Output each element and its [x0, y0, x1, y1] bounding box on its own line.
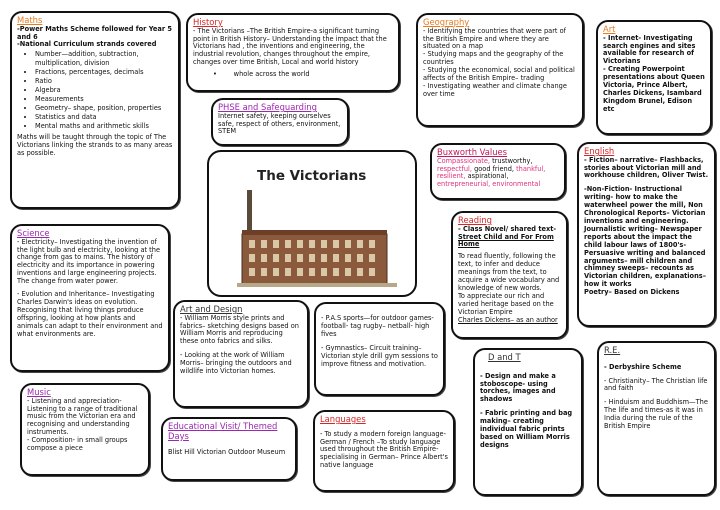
- english-title: English: [584, 146, 615, 156]
- visit-body: Blist Hill Victorian Outdoor Museum: [168, 448, 286, 457]
- art-design-line: - Looking at the work of William Morris– bringing the outdoors and wildlife into Victorian homes.: [180, 351, 292, 376]
- science-line: - Electricity– Investigating the invention of the light bulb and electricity, looking at the change from gas to mains. The history of electricity and its importance in powering inventions and large engineering projects. The change from water power.: [17, 237, 160, 286]
- music-line: - Listening and appreciation- Listening to a range of traditional music from the Victorian era and recognising and understanding instruments.: [27, 396, 138, 437]
- english-line: Poetry– Based on Dickens: [584, 288, 680, 297]
- pe-line: - P.A.S sports—for outdoor games-football- tag rugby– netball- high fives: [321, 314, 434, 338]
- reading-line: To read fluently, following the text, to infer and deduce meanings from the text, to acquire a wide vocabulary and knowledge of new words.: [458, 252, 560, 292]
- geography-line: - Investigating weather and climate change over time: [423, 82, 567, 98]
- re-box: [597, 341, 716, 496]
- maths-title: Maths: [17, 15, 43, 25]
- pshe-body: Internet safety, keeping ourselves safe, respect of others, environment, STEM: [218, 111, 341, 136]
- reading-line: - Class Novel/ shared text-: [458, 224, 557, 233]
- art-title: Art: [603, 24, 616, 34]
- science-box: [10, 224, 170, 372]
- languages-title: Languages: [320, 414, 366, 424]
- dt-line: - Fabric printing and bag making– creating individual fabric prints based on William Morris designs: [480, 409, 573, 449]
- reading-box: [451, 211, 568, 339]
- music-title: Music: [27, 387, 51, 397]
- geography-line: - Studying the economical, social and political affects of the British Empire– trading: [423, 66, 575, 83]
- center-title: The Victorians: [257, 168, 367, 184]
- reading-title: Reading: [458, 215, 492, 225]
- maths-line: -Power Maths Scheme followed for Year 5 and 6: [17, 24, 172, 41]
- geography-line: - Identifying the countries that were part of the British Empire and where they are situated on a map: [423, 26, 566, 51]
- languages-body: - To study a modern foreign language- German / French –To study language used throughout the British Empire- specialising in German– Prince Albert's native language: [320, 429, 448, 470]
- maths-bullet: • Geometry– shape, position, properties: [35, 104, 173, 113]
- pe-line: - Gymnastics– Circuit training– Victorian style drill gym sessions to improve fitness and motivation.: [321, 343, 438, 368]
- re-line: - Derbyshire Scheme: [604, 362, 682, 371]
- art-box: [596, 20, 712, 135]
- dt-line: - Design and make a stoboscope- using torches, images and shadows: [480, 371, 556, 404]
- geography-title: Geography: [423, 17, 470, 27]
- english-line: - Fiction– narrative– Flashbacks, stories about Victorian mill and workhouse children, Oliver Twist.: [584, 155, 709, 180]
- languages-box: [313, 410, 455, 492]
- geography-box: [416, 13, 584, 127]
- reading-line: Street Child and For From Home: [458, 232, 554, 249]
- maths-bullet: • Statistics and data: [35, 113, 173, 122]
- maths-box: [10, 11, 180, 209]
- maths-line: -National Curriculum strands covered: [17, 40, 157, 49]
- dt-title: D and T: [488, 352, 521, 362]
- art-line: - Creating Powerpoint presentations about Queen Victoria, Prince Albert, Charles Dickens, Isambard Kingdom Brunel, Edison etc: [603, 65, 705, 113]
- pshe-box: [211, 98, 349, 146]
- maths-bullet: • Measurements: [35, 95, 173, 104]
- maths-footer: Maths will be taught through the topic of The Victorians linking the strands to as many areas as possible.: [17, 133, 173, 158]
- re-line: - Hinduism and Buddhism—The The life and times-as it was in India during the rule of the British Empire: [604, 398, 708, 431]
- maths-bullet: • Fractions, percentages, decimals: [35, 68, 173, 77]
- reading-line: Charles Dickens– as an author: [458, 315, 558, 324]
- science-title: Science: [17, 228, 50, 238]
- victorians-center-box: [207, 150, 417, 297]
- english-box: [577, 142, 716, 327]
- dt-box: [473, 348, 583, 496]
- history-body: - The Victorians –The British Empire-a significant turning point in British History– Understanding the impact that the Victorians had , the inventions and engineering, the industrial revolution, changes throughout the empire, changes over time British, Local and world history: [193, 26, 387, 67]
- re-line: - Christianity– The Christian life and faith: [604, 376, 708, 393]
- geography-line: - Studying maps and the geography of the countries: [423, 50, 564, 67]
- maths-bullet: • Algebra: [35, 86, 173, 95]
- values-title: Buxworth Values: [437, 147, 508, 157]
- history-bullet: • whole across the world: [213, 70, 310, 79]
- english-line: -Non-Fiction- Instructional writing- how to make the waterwheel power the mill, Non Chronological Reports– Victorian inventions and engineering. Journalistic writing– Newspaper reports about the impact the child labour laws of 1800's- Persuasive writing and balanced arguments– mill children and chimney sweeps– recounts as Victorian children, explanations– how it works: [584, 185, 707, 289]
- music-line: - Composition- in small groups compose a piece: [27, 436, 128, 453]
- history-box: [186, 13, 400, 92]
- values-box: [430, 143, 566, 200]
- science-line: - Evolution and Inheritance– Investigating Charles Darwin's ideas on evolution. Recognising that living things produce offspring, looking at how plants and animals can adapt to their environment and what environments are.: [17, 290, 163, 338]
- maths-bullet: • Mental maths and arithmetic skills: [35, 122, 173, 131]
- reading-line: To appreciate our rich and varied heritage based on the Victorian Empire: [458, 291, 554, 316]
- art-design-box: [173, 300, 309, 408]
- maths-bullet: • Number—addition, subtraction, multiplication, division: [35, 50, 173, 68]
- art-design-line: - William Morris style prints and fabrics– sketching designs based on William Morris and reproducing these onto fabrics and silks.: [180, 313, 299, 346]
- values-list: Compassionate, trustworthy, respectful, good friend, thankful, resilient, aspirational, entrepreneurial, environmental: [437, 156, 546, 189]
- art-line: - Internet- Investigating search engines and sites available for research of Victorians: [603, 33, 696, 66]
- maths-bullet: • Ratio: [35, 77, 173, 86]
- art-design-title: Art and Design: [180, 304, 243, 314]
- visit-title: Educational Visit/ Themed Days: [168, 421, 278, 441]
- history-title: History: [193, 17, 223, 27]
- factory-illustration: [237, 186, 397, 291]
- visit-box: [161, 417, 297, 481]
- pshe-title: PHSE and Safeguarding: [218, 102, 317, 112]
- pe-box: [314, 302, 445, 396]
- music-box: [20, 383, 150, 476]
- re-title: R.E.: [604, 345, 621, 355]
